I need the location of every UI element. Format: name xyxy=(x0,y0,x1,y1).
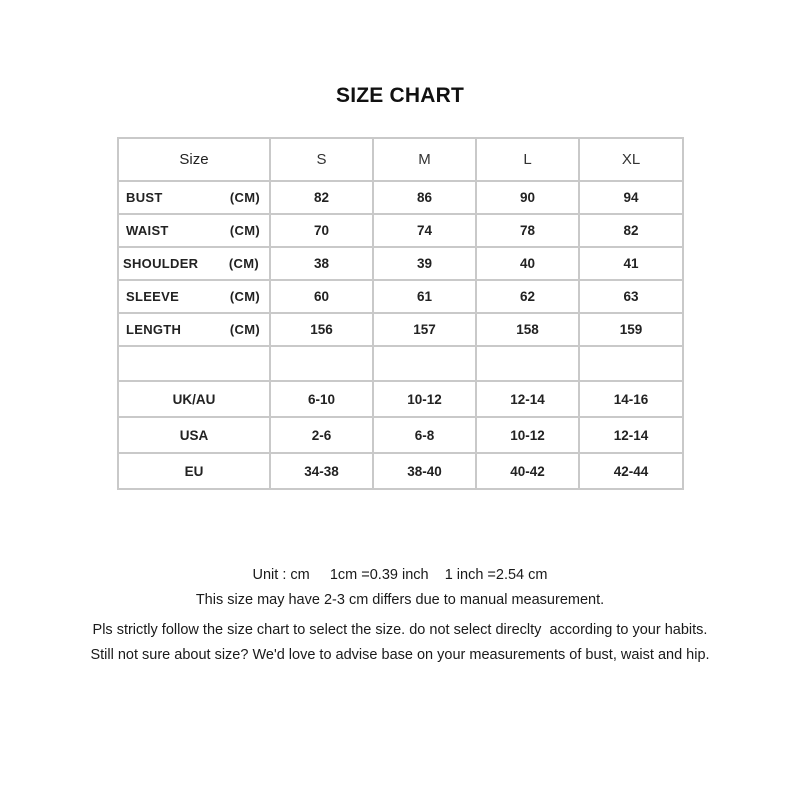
measurement-name: BUST xyxy=(126,190,163,205)
table-cell: 40-42 xyxy=(476,453,579,489)
table-cell: 14-16 xyxy=(579,381,683,417)
table-cell: 38-40 xyxy=(373,453,476,489)
table-cell: 159 xyxy=(579,313,683,346)
table-cell: 2-6 xyxy=(270,417,373,453)
table-cell: 74 xyxy=(373,214,476,247)
table-header-row xyxy=(118,138,683,181)
header-size-m: M xyxy=(373,138,476,181)
row-label xyxy=(119,190,269,205)
region-label: USA xyxy=(118,417,270,453)
table-cell: 12-14 xyxy=(579,417,683,453)
table-row-eu xyxy=(118,453,683,489)
header-size-l: L xyxy=(476,138,579,181)
header-size-s: S xyxy=(270,138,373,181)
measurement-unit: (CM) xyxy=(229,322,260,337)
table-cell: 82 xyxy=(579,214,683,247)
measurement-name: SLEEVE xyxy=(126,289,180,304)
table-row-uk-au xyxy=(118,381,683,417)
measurement-name: LENGTH xyxy=(126,322,182,337)
table-row-bust xyxy=(118,181,683,214)
table-cell: 39 xyxy=(373,247,476,280)
measurement-name: WAIST xyxy=(126,223,169,238)
table-cell: 90 xyxy=(476,181,579,214)
table-cell: 158 xyxy=(476,313,579,346)
table-cell: 38 xyxy=(270,247,373,280)
table-cell: 40 xyxy=(476,247,579,280)
table-row-sleeve xyxy=(118,280,683,313)
row-label xyxy=(119,223,269,238)
table-row-usa xyxy=(118,417,683,453)
table-cell: 60 xyxy=(270,280,373,313)
header-size-label: Size xyxy=(118,138,270,181)
table-cell: 157 xyxy=(373,313,476,346)
table-cell: 42-44 xyxy=(579,453,683,489)
table-cell: 86 xyxy=(373,181,476,214)
measurement-unit: (CM) xyxy=(229,190,260,205)
row-label xyxy=(119,256,269,271)
measurement-unit: (CM) xyxy=(229,289,260,304)
table-cell: 62 xyxy=(476,280,579,313)
table-row-length xyxy=(118,313,683,346)
table-cell: 6-8 xyxy=(373,417,476,453)
table-cell: 6-10 xyxy=(270,381,373,417)
table-cell: 61 xyxy=(373,280,476,313)
table-cell: 10-12 xyxy=(373,381,476,417)
table-cell: 10-12 xyxy=(476,417,579,453)
table-row-shoulder xyxy=(118,247,683,280)
measurement-unit: (CM) xyxy=(228,256,259,271)
table-cell: 78 xyxy=(476,214,579,247)
table-cell: 156 xyxy=(270,313,373,346)
header-size-xl: XL xyxy=(579,138,683,181)
row-label xyxy=(119,322,269,337)
table-cell: 41 xyxy=(579,247,683,280)
table-cell: 82 xyxy=(270,181,373,214)
size-notes xyxy=(0,563,800,668)
measurement-differ-note: This size may have 2-3 cm differs due to manual measurement. xyxy=(195,592,605,608)
table-cell: 34-38 xyxy=(270,453,373,489)
measurement-unit: (CM) xyxy=(229,223,260,238)
table-cell: 63 xyxy=(579,280,683,313)
advise-note: Still not sure about size? We'd love to advise base on your measurements of bust, waist and hip. xyxy=(90,647,710,663)
table-cell: 12-14 xyxy=(476,381,579,417)
page-title: SIZE CHART xyxy=(336,84,464,107)
table-spacer-row xyxy=(118,346,683,381)
unit-conversion-note: Unit : cm 1cm =0.39 inch 1 inch =2.54 cm xyxy=(252,567,548,583)
table-row-waist xyxy=(118,214,683,247)
region-label: EU xyxy=(118,453,270,489)
table-cell: 70 xyxy=(270,214,373,247)
region-label: UK/AU xyxy=(118,381,270,417)
table-cell: 94 xyxy=(579,181,683,214)
measurement-name: SHOULDER xyxy=(123,256,199,271)
follow-chart-note: Pls strictly follow the size chart to select the size. do not select direclty according to your habits. xyxy=(92,622,708,638)
size-chart-table xyxy=(117,137,684,490)
row-label xyxy=(119,289,269,304)
